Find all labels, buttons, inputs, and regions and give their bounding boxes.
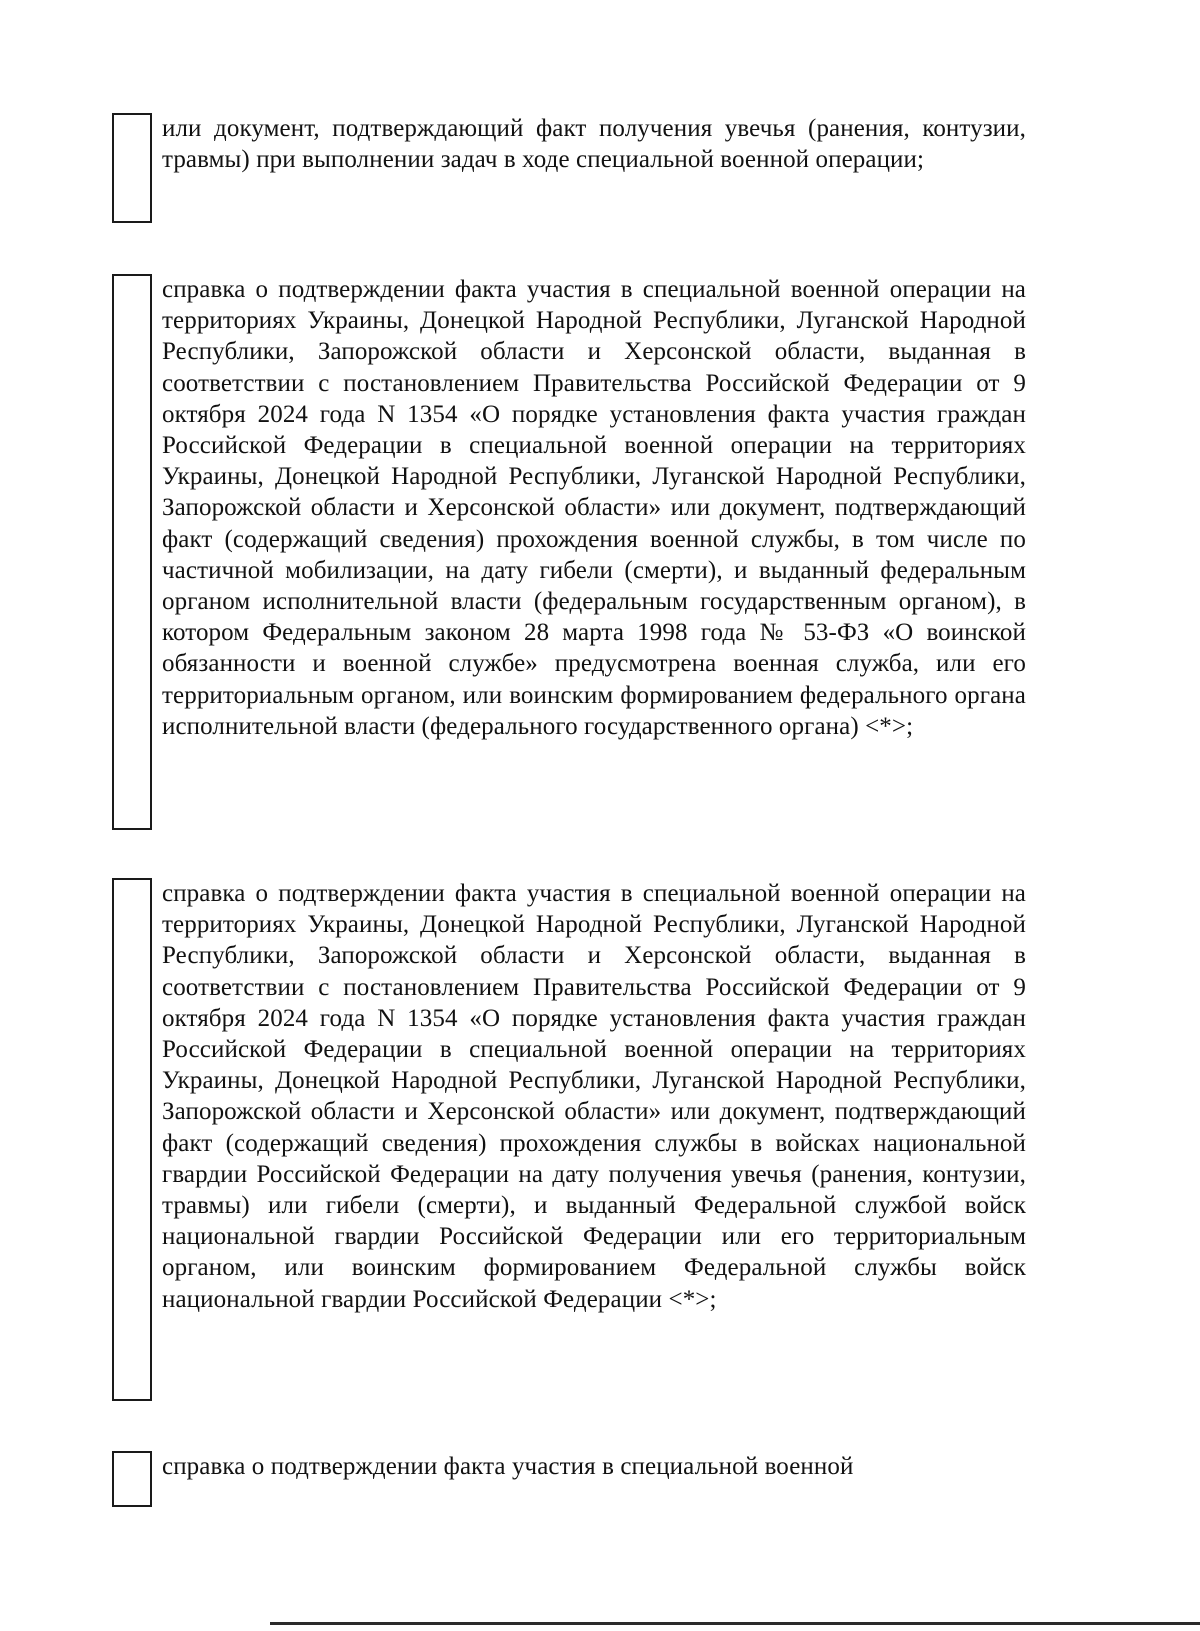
item-text-3: справка о подтверждении факта участия в специальной военной операции на территориях Украины, Донецкой Народной Республики, Луганской Народной Республики, Запорожской области и Херсонской области, выданная в соответствии с постановлением Правительства Российской Федерации от 9 октября 2024 года N 1354 «О порядке установления факта участия граждан Российской Федерации в специальной военной операции на территориях Украины, Донецкой Народной Республики, Луганской Народной Республики, Запорожской области и Херсонской области» или документ, подтверждающий факт (содержащий сведения) прохождения службы в войсках национальной гвардии Российской Федерации на дату получения увечья (ранения, контузии, травмы) или гибели (смерти), и выданный Федеральной службой войск национальной гвардии Российской Федерации или его территориальным органом, или воинским формированием Федеральной службы войск национальной гвардии Российской Федерации <*>;: [162, 880, 1026, 1313]
page-bottom-divider: [270, 1622, 1200, 1625]
checkbox-item-1[interactable]: [112, 113, 152, 223]
checkbox-item-3[interactable]: [112, 878, 152, 1401]
checkbox-item-2[interactable]: [112, 274, 152, 830]
checkbox-item-4[interactable]: [112, 1451, 152, 1507]
item-text-2: справка о подтверждении факта участия в специальной военной операции на территориях Украины, Донецкой Народной Республики, Луганской Народной Республики, Запорожской области и Херсонской области, выданная в соответствии с постановлением Правительства Российской Федерации от 9 октября 2024 года N 1354 «О порядке установления факта участия граждан Российской Федерации в специальной военной операции на территориях Украины, Донецкой Народной Республики, Луганской Народной Республики, Запорожской области и Херсонской области» или документ, подтверждающий факт (содержащий сведения) прохождения военной службы, в том числе по частичной мобилизации, на дату гибели (смерти), и выданный федеральным органом исполнительной власти (федеральным государственным органом), в котором Федеральным законом 28 марта 1998 года № 53-ФЗ «О воинской обязанности и военной службе» предусмотрена военная служба, или его территориальным органом, или воинским формированием федерального органа исполнительной власти (федерального государственного органа) <*>;: [162, 276, 1026, 740]
item-text-4: справка о подтверждении факта участия в специальной военной: [162, 1453, 854, 1480]
item-text-1: или документ, подтверждающий факт получения увечья (ранения, контузии, травмы) при выполнении задач в ходе специальной военной операции;: [162, 115, 1026, 174]
